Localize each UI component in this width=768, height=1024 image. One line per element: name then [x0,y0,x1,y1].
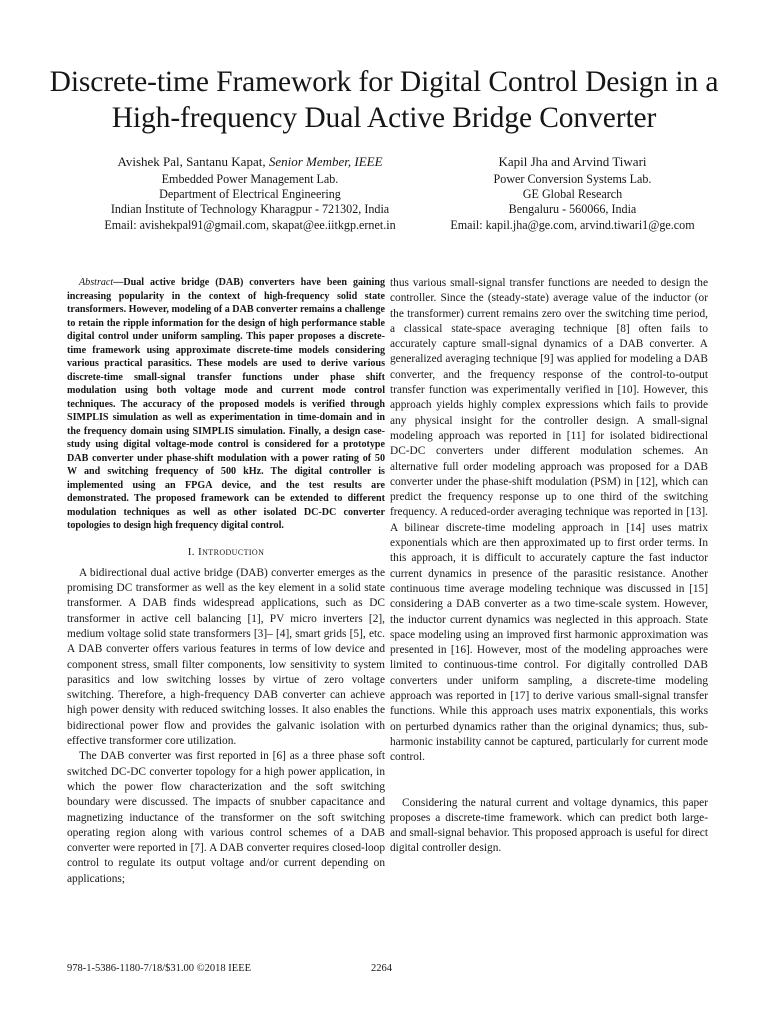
author-email: Email: avishekpal91@gmail.com, skapat@ee.iitkgp.ernet.in [104,217,396,232]
affiliation-line: Indian Institute of Technology Kharagpur - 721302, India [110,202,390,217]
abstract-text: —Dual active bridge (DAB) converters have been gaining increasing popularity in the context of high-frequency solid state transformers. However, modeling of a DAB converter remains a challenge to retain the ripple information for the design of high performance stable digital control under uniform sampling. This paper proposes a discrete-time framework using approximate discrete-time models considering various practical parasitics. These models are used to derive various discrete-time small-signal transfer functions under phase shift modulation using both voltage mode and current mode control techniques. The accuracy of the proposed models is verified through SIMPLIS simulation as well as experimentation in time-domain and in the frequency domain using SIMPLIS simulation. Finally, a design case-study using digital voltage-mode control is considered for a prototype DAB converter under phase-shift modulation with a power rating of 50 W and switching frequency of 500 kHz. The digital controller is implemented using an FPGA device, and the test results are demonstrated. The proposed framework can be extended to different modulation techniques as well as other isolated DC-DC converter topologies to design high frequency digital control. [67,277,385,531]
body-paragraph: Considering the natural current and voltage dynamics, this paper proposes a discrete-time framework. which can predict both large- and small-signal behavior. This proposed approach is useful for direct digital controller design. [390,796,708,855]
left-column [67,276,385,887]
paper-title: Discrete-time Framework for Digital Control Design in a High-frequency Dual Active Bridge Converter [49,66,719,134]
affiliation-line: Power Conversion Systems Lab. [493,172,652,186]
body-paragraph: thus various small-signal transfer functions are needed to design the controller. Since the (steady-state) average value of the inductor (or the transformer) current remains zero over the switching time period, a classical state-space averaging technique [8] often fails to accurately capture small-signal dynamics of a DAB converter. A generalized averaging technique [9] was applied for modeling a DAB converter, and the frequency response of the control-to-output transfer function was experimentally verified in [10]. However, this approach yields highly complex expressions which fails to provide any physical insight for the controller design. A small-signal modeling approach was reported in [11] for isolated bidirectional DC-DC converters under different modulation schemes. An alternative full order modeling approach was proposed for a DAB converter under the phase-shift modulation (PSM) in [12], which can predict the frequency response up to one third of the switching frequency. A reduced-order averaging technique was reported in [13]. A bilinear discrete-time modeling approach in [14] uses matrix exponentials which are then approximated up to first order terms. In this approach, it is difficult to accurately capture the fast inductor current dynamics in presence of the parasitic resistance. Another continuous time average modeling technique was discussed in [15] considering a DAB converter as a two time-scale system. However, the inductor current dynamics was neglected in this approach. State space modeling using an improved first harmonic approximation was presented in [16]. However, most of the modeling approaches were limited to continuous-time control. For digitally controlled DAB converters under uniform sampling, a discrete-time modeling approach was reported in [17] to derive various small-signal transfer functions. While this approach uses matrix exponentials, this works on perturbed dynamics rather than the original dynamics; thus, sub-harmonic instability cannot be captured, particularly for current mode control. [390,277,708,764]
paragraph-gap [390,766,708,796]
abstract [67,276,385,533]
intro-paragraph: The DAB converter was first reported in [6] as a three phase soft switched DC-DC converter topology for a high power application, in which the power flow characterization and the soft switching boundary were discussed. The impacts of snubber capacitance and magnetizing inductance of the transformer on the soft switching operating region along with various control schemes of a DAB converter were reported in [7]. A DAB converter requires closed-loop control to regulate its output voltage and/or current depending on applications; [67,750,385,885]
affiliation-line: GE Global Research [522,187,623,202]
author-names-right: Kapil Jha and Arvind Tiwari [498,154,647,169]
abstract-label: Abstract [79,277,114,288]
author-names-left [80,153,420,170]
right-column [390,276,708,857]
affiliation-line: Bengaluru - 560066, India [508,202,637,217]
affiliation-line: Department of Electrical Engineering [159,187,341,202]
page-number: 2264 [371,963,392,974]
author-block-left [80,153,420,233]
author-role: Senior Member, IEEE [268,154,383,169]
section-heading-introduction: I. Introduction [187,545,265,558]
intro-paragraph: A bidirectional dual active bridge (DAB) converter emerges as the promising DC transformer as well as the key element in a solid state transformer. A DAB finds widespread applications, such as DC transformer in active cell balancing [1], PV micro inverters [2], medium voltage solid state transformers [3]– [4], smart grids [5], etc. A DAB converter offers various features in terms of low device and component stress, small filter components, low sensitivity to system parasitics and low switching losses by virtue of zero voltage switching. Therefore, a high-frequency DAB converter can achieve high power density with reduced switching losses. It also enables the bidirectional power flow and provides the galvanic isolation with effective transformer core utilization. [67,566,385,748]
author-names: Avishek Pal, Santanu Kapat, [117,154,266,169]
author-block-right [400,153,745,233]
affiliation-line: Embedded Power Management Lab. [161,172,339,186]
author-email: Email: kapil.jha@ge.com, arvind.tiwari1@ge.com [450,217,695,232]
footer-copyright: 978-1-5386-1180-7/18/$31.00 ©2018 IEEE [67,963,252,974]
